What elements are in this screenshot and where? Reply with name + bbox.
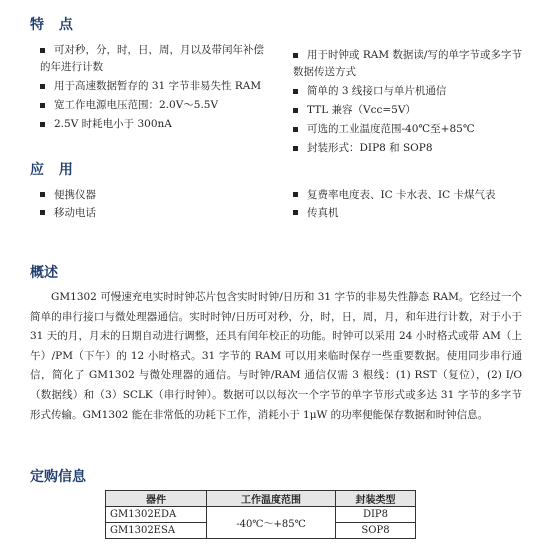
bullet-square-icon: [40, 103, 45, 108]
overview-heading: 概述: [30, 265, 58, 281]
feature-item: 用于时钟或 RAM 数据读/写的单字节或多字节: [293, 47, 529, 64]
ordering-heading: 定购信息: [30, 469, 86, 485]
column-header-part: 器件: [106, 491, 207, 507]
temp-range-cell: -40℃～+85℃: [207, 507, 336, 539]
applications-heading: 应 用: [30, 162, 78, 178]
bullet-square-icon: [40, 192, 45, 197]
feature-item: 用于高速数据暂存的 31 字节非易失性 RAM: [40, 78, 272, 95]
package-cell: SOP8: [336, 523, 416, 539]
features-right-list: [293, 47, 529, 157]
features-heading: 特 点: [30, 17, 78, 33]
feature-item: 封装形式：DIP8 和 SOP8: [293, 140, 529, 157]
feature-item: TTL 兼容（Vcc=5V）: [293, 102, 529, 119]
feature-item: 宽工作电源电压范围：2.0V～5.5V: [40, 97, 272, 114]
column-header-package: 封装类型: [336, 491, 416, 507]
applications-left-list: [40, 186, 272, 222]
bullet-square-icon: [293, 192, 298, 197]
package-cell: DIP8: [336, 507, 416, 523]
column-header-temp: 工作温度范围: [207, 491, 336, 507]
feature-item-continuation: 的年进行计数: [40, 61, 103, 73]
applications-right-list: [293, 186, 529, 222]
bullet-square-icon: [293, 89, 298, 94]
application-item: 便携仪器: [40, 186, 272, 204]
overview-body: [30, 288, 522, 425]
feature-item: 可选的工业温度范围-40℃至+85℃: [293, 121, 529, 138]
bullet-square-icon: [40, 48, 45, 53]
application-item: 传真机: [293, 204, 529, 222]
feature-item: 简单的 3 线接口与单片机通信: [293, 83, 529, 100]
feature-item: 2.5V 时耗电小于 300nA: [40, 116, 272, 133]
bullet-square-icon: [40, 122, 45, 127]
table-row: [106, 507, 416, 523]
bullet-square-icon: [40, 84, 45, 89]
bullet-square-icon: [293, 146, 298, 151]
feature-item: 可对秒，分，时，日，周，月以及带闰年补偿: [40, 42, 272, 59]
bullet-square-icon: [293, 210, 298, 215]
bullet-square-icon: [293, 108, 298, 113]
overview-paragraph: GM1302 可慢速充电实时时钟芯片包含实时时钟/日历和 31 字节的非易失性静态 RAM。它经过一个简单的串行接口与微处理器通信。实时时钟/日历可对秒，分，时，日，周，月，和年进行计数，对于小于 31 天的月，月末的日期自动进行调整，还具有闰年校正的功能。时钟可以采用 24 小时格式或带 AM（上午）/PM（下午）的 12 小时格式。31 字节的 RAM 可以用来临时保存一些重要数据。使用同步串行通信，简化了 GM1302 与微处理器的通信。与时钟/RAM 通信仅需 3 根线：(1) RST（复位），(2) I/O（数据线）和（3）SCLK（串行时钟）。数据可以以每次一个字节的单字节形式或多达 31 字节的多字节形式传输。GM1302 能在非常低的功耗下工作，消耗小于 1μW 的功率便能保存数据和时钟信息。: [30, 291, 522, 421]
table-header-row: [106, 491, 416, 507]
bullet-square-icon: [293, 127, 298, 132]
application-item: 移动电话: [40, 204, 272, 222]
feature-item-continuation: 数据传送方式: [293, 66, 356, 78]
features-left-list: [40, 42, 272, 133]
application-item: 复费率电度表、IC 卡水表、IC 卡煤气表: [293, 186, 529, 204]
bullet-square-icon: [293, 53, 298, 58]
bullet-square-icon: [40, 210, 45, 215]
part-number-cell: GM1302ESA: [106, 523, 207, 539]
ordering-table: [105, 490, 416, 539]
part-number-cell: GM1302EDA: [106, 507, 207, 523]
